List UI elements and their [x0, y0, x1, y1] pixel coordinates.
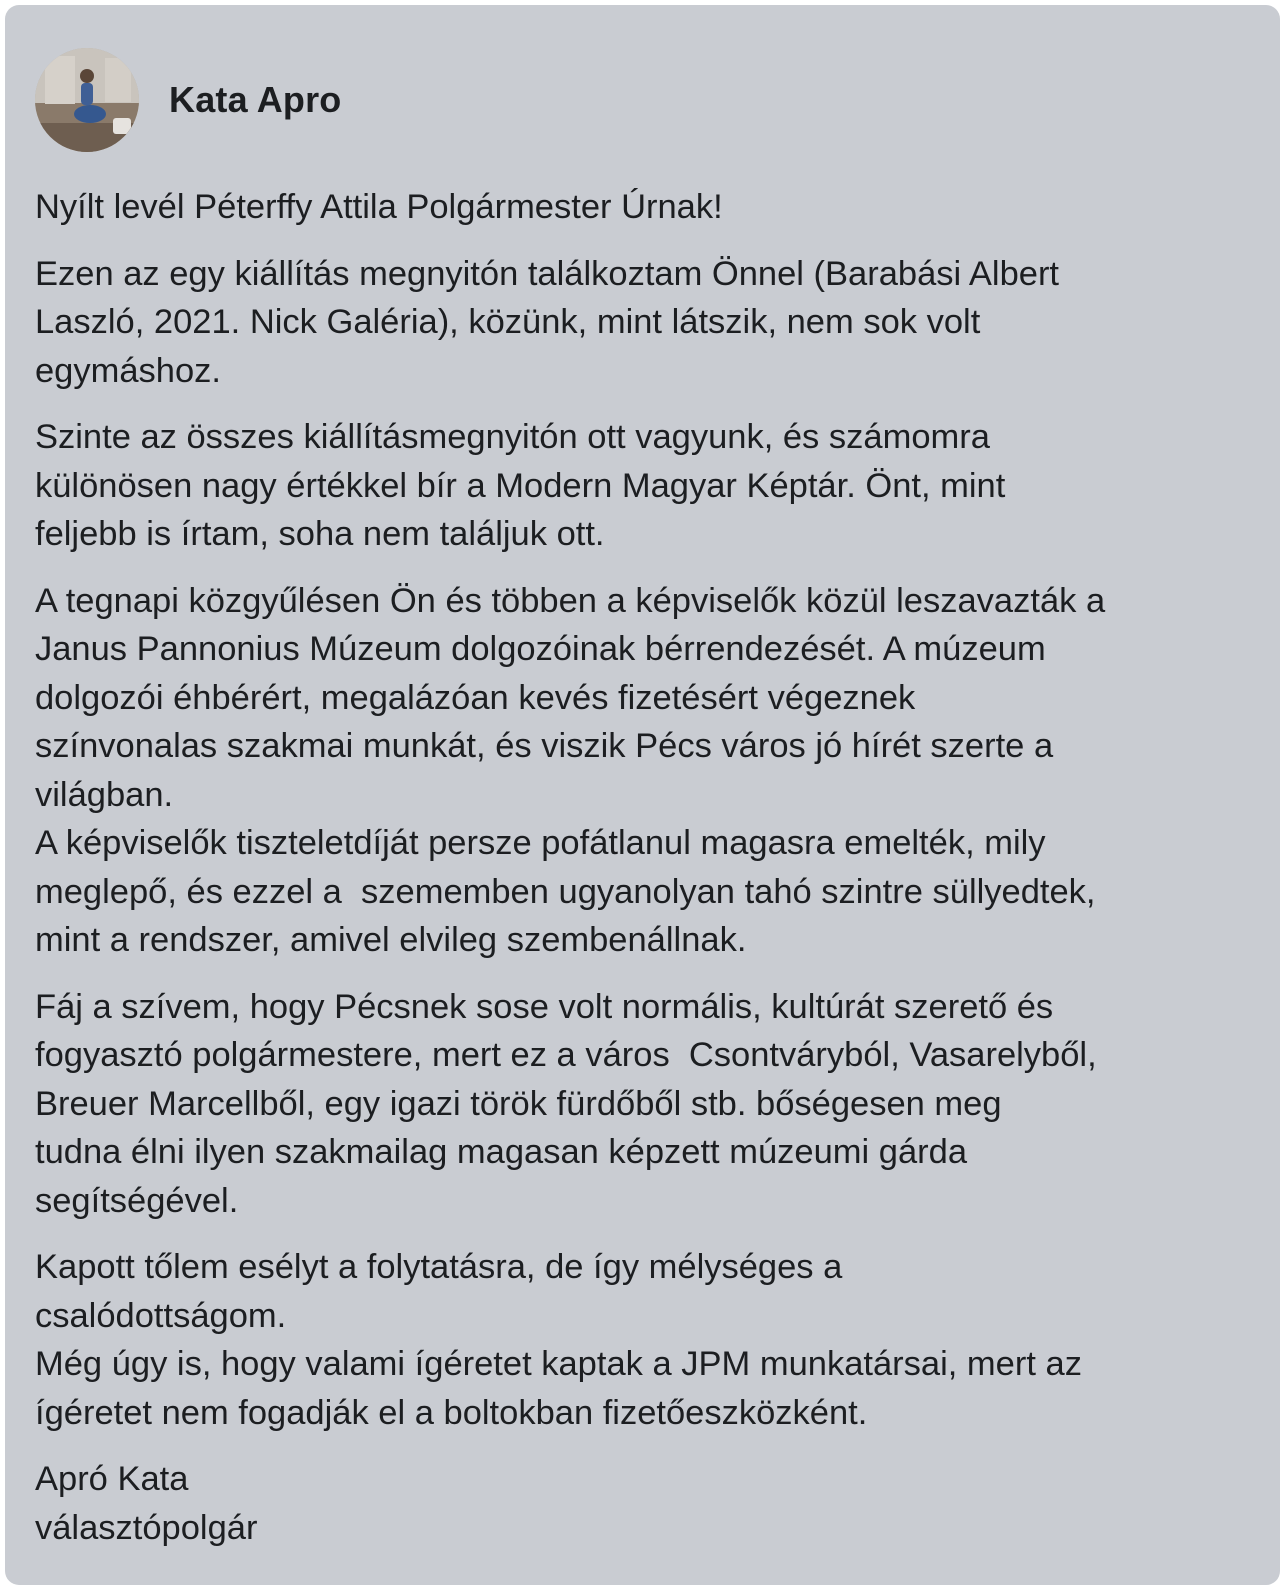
- post-paragraph: [35, 1243, 1260, 1437]
- post-text-line: Még úgy is, hogy valami ígéretet kaptak a JPM munkatársai, mert az: [35, 1345, 1082, 1383]
- avatar-photo-icon: [35, 48, 139, 152]
- post-text-line: Apró Kata: [35, 1460, 189, 1498]
- post-paragraph: [35, 577, 1260, 965]
- post-text-line: választópolgár: [35, 1508, 258, 1547]
- post-text-line: Laszló, 2021. Nick Galéria), közünk, mint látszik, nem sok volt: [35, 303, 981, 341]
- avatar[interactable]: [35, 48, 139, 152]
- post-text-line: Breuer Marcellből, egy igazi török fürdőből stb. bőségesen meg: [35, 1084, 1002, 1123]
- post-text-line: színvonalas szakmai munkát, és viszik Pécs város jó hírét szerte a: [35, 727, 1054, 765]
- post-text-line: ígéretet nem fogadják el a boltokban fizetőeszközként.: [35, 1393, 868, 1432]
- post-text-line: fogyasztó polgármestere, mert ez a város Csontváryból, Vasarelyből,: [35, 1036, 1097, 1074]
- post-text-line: csalódottságom.: [35, 1296, 287, 1335]
- post-paragraph: [35, 1455, 1260, 1552]
- post-text-line: Fáj a szívem, hogy Pécsnek sose volt normális, kultúrát szerető és: [35, 987, 1054, 1026]
- post-text-line: dolgozói éhbérért, megalázóan kevés fizetésért végeznek: [35, 678, 916, 717]
- post-text-line: segítségével.: [35, 1181, 239, 1220]
- post-text-line: Janus Pannonius Múzeum dolgozóinak bérrendezését. A múzeum: [35, 630, 1046, 668]
- post-text-line: világban.: [35, 775, 174, 814]
- author-name[interactable]: Kata Apro: [169, 79, 342, 120]
- post-paragraph: [35, 183, 1260, 232]
- post-text-line: tudna élni ilyen szakmailag magasan képzett múzeumi gárda: [35, 1133, 968, 1171]
- post-header: [35, 47, 341, 153]
- post-card: [5, 5, 1280, 1585]
- post-paragraph: [35, 250, 1260, 396]
- post-text-line: Ezen az egy kiállítás megnyitón találkoztam Önnel (Barabási Albert: [35, 254, 1060, 293]
- post-text-line: egymáshoz.: [35, 351, 222, 390]
- post-text-line: meglepő, és ezzel a szememben ugyanolyan tahó szintre süllyedtek,: [35, 872, 1096, 911]
- post-paragraph: [35, 983, 1260, 1226]
- post-text-line: különösen nagy értékkel bír a Modern Magyar Képtár. Önt, mint: [35, 466, 1006, 505]
- post-text-line: Kapott tőlem esélyt a folytatásra, de így mélységes a: [35, 1248, 843, 1286]
- post-text-line: feljebb is írtam, soha nem találjuk ott.: [35, 515, 605, 553]
- post-text-line: Szinte az összes kiállításmegnyitón ott vagyunk, és számomra: [35, 418, 990, 456]
- post-text-line: mint a rendszer, amivel elvileg szembenállnak.: [35, 921, 747, 959]
- post-text-line: A tegnapi közgyűlésen Ön és többen a képviselők közül leszavazták a: [35, 581, 1106, 620]
- post-text: [35, 183, 1260, 1570]
- post-text-line: A képviselők tiszteletdíját persze pofátlanul magasra emelték, mily: [35, 824, 1046, 862]
- post-paragraph: [35, 413, 1260, 559]
- post-text-line: Nyílt levél Péterffy Attila Polgármester Úrnak!: [35, 188, 723, 226]
